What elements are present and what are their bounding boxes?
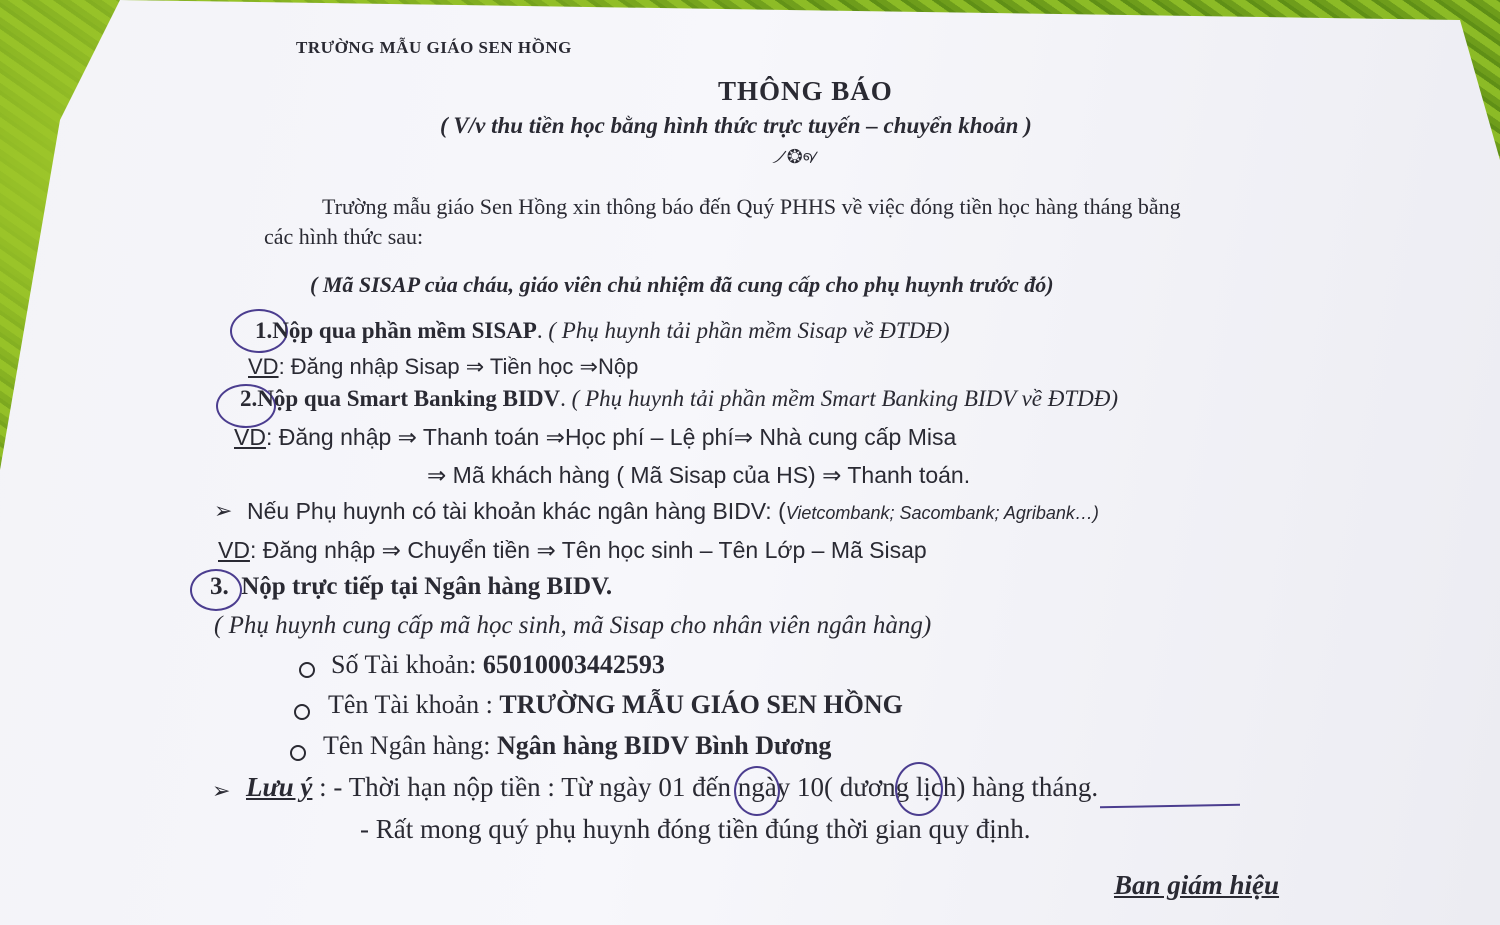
account-name-value: TRƯỜNG MẪU GIÁO SEN HỒNG	[499, 690, 903, 719]
note-line-2: - Rất mong quý phụ huynh đóng tiền đúng thời gian quy định.	[360, 814, 1031, 844]
item-1-vd-text: : Đăng nhập Sisap ⇒ Tiền học ⇒Nộp	[278, 354, 639, 379]
item-2-vd-label: VD	[234, 424, 266, 450]
other-bank-line	[247, 498, 1099, 525]
item-1-title: Nộp qua phần mềm SISAP	[272, 318, 537, 343]
account-number-line	[331, 650, 665, 680]
item-2-number: 2.	[240, 386, 258, 411]
item-2-line	[240, 386, 1118, 412]
school-header: TRƯỜNG MẪU GIÁO SEN HỒNG	[296, 38, 572, 57]
account-name-label: Tên Tài khoản :	[328, 690, 500, 719]
note-label: Lưu ý	[246, 772, 313, 802]
item-3-line	[210, 573, 612, 601]
item-2-period: .	[560, 386, 566, 411]
item-3-note: ( Phụ huynh cung cấp mã học sinh, mã Sisap cho nhân viên ngân hàng)	[214, 612, 932, 639]
item-2-note: ( Phụ huynh tải phần mềm Smart Banking BIDV về ĐTDĐ)	[565, 386, 1119, 411]
hand-drawn-circle-day-to	[895, 762, 943, 816]
signature-line: Ban giám hiệu	[1114, 870, 1280, 900]
item-1-line	[255, 318, 950, 344]
notice-title: THÔNG BÁO	[718, 76, 893, 106]
notice-subtitle: ( V/v thu tiền học bằng hình thức trực tuyến – chuyển khoản )	[440, 113, 1032, 138]
circle-bullet-icon	[299, 662, 315, 678]
bank-name-value: Ngân hàng BIDV Bình Dương	[497, 731, 832, 760]
sisap-code-note: ( Mã SISAP của cháu, giáo viên chủ nhiệm đã cung cấp cho phụ huynh trước đó)	[310, 272, 1054, 297]
item-3-title: Nộp trực tiếp tại Ngân hàng BIDV.	[241, 573, 613, 600]
other-bank-text: Nếu Phụ huynh có tài khoản khác ngân hàng BIDV: (	[247, 498, 786, 524]
hand-drawn-circle-day-from	[734, 766, 780, 816]
note-deadline-b: đến ngày	[685, 772, 798, 802]
note-line-1	[246, 772, 1098, 803]
bank-name-label: Tên Ngân hàng:	[323, 731, 498, 760]
account-name-line	[328, 690, 903, 720]
item-2-example	[234, 424, 956, 451]
note-deadline-a: Thời hạn nộp tiền : Từ ngày	[348, 772, 659, 802]
note-deadline-c: ( dương lịch) hàng tháng.	[824, 772, 1099, 802]
note-day-to: 10	[797, 772, 825, 802]
note-day-from: 01	[658, 772, 686, 802]
circle-bullet-icon	[290, 745, 306, 761]
item-1-note: ( Phụ huynh tải phần mềm Sisap về ĐTDĐ)	[542, 318, 950, 343]
intro-line-2: các hình thức sau:	[264, 224, 424, 249]
item-2-example-continued: ⇒ Mã khách hàng ( Mã Sisap của HS) ⇒ Thanh toán.	[427, 462, 971, 488]
other-bank-vd-text: : Đăng nhập ⇒ Chuyển tiền ⇒ Tên học sinh – Tên Lớp – Mã Sisap	[249, 537, 927, 563]
item-1-number: 1.	[255, 318, 273, 343]
item-1-period: .	[536, 318, 543, 343]
other-bank-list: Vietcombank; Sacombank; Agribank…)	[785, 503, 1099, 523]
item-2-vd-text: : Đăng nhập ⇒ Thanh toán ⇒Học phí – Lệ phí⇒ Nhà cung cấp Misa	[265, 424, 957, 450]
account-number-label: Số Tài khoản:	[331, 650, 483, 679]
item-3-number: 3.	[210, 573, 229, 600]
ornament-divider: ୵❂୶	[772, 146, 819, 168]
item-1-vd-label: VD	[248, 354, 279, 379]
bank-name-line	[323, 731, 831, 761]
note-colon: : -	[312, 772, 349, 802]
other-bank-example	[218, 537, 927, 564]
arrow-bullet-icon: ➢	[212, 778, 231, 803]
other-bank-vd-label: VD	[218, 537, 250, 563]
account-number-value: 65010003442593	[482, 650, 665, 679]
circle-bullet-icon	[294, 704, 310, 720]
intro-line-1: Trường mẫu giáo Sen Hồng xin thông báo đến Quý PHHS về việc đóng tiền học hàng tháng bằng	[322, 194, 1181, 219]
item-2-title: Nộp qua Smart Banking BIDV	[257, 386, 561, 411]
arrow-bullet-icon: ➢	[214, 498, 233, 523]
item-1-example	[248, 354, 638, 380]
